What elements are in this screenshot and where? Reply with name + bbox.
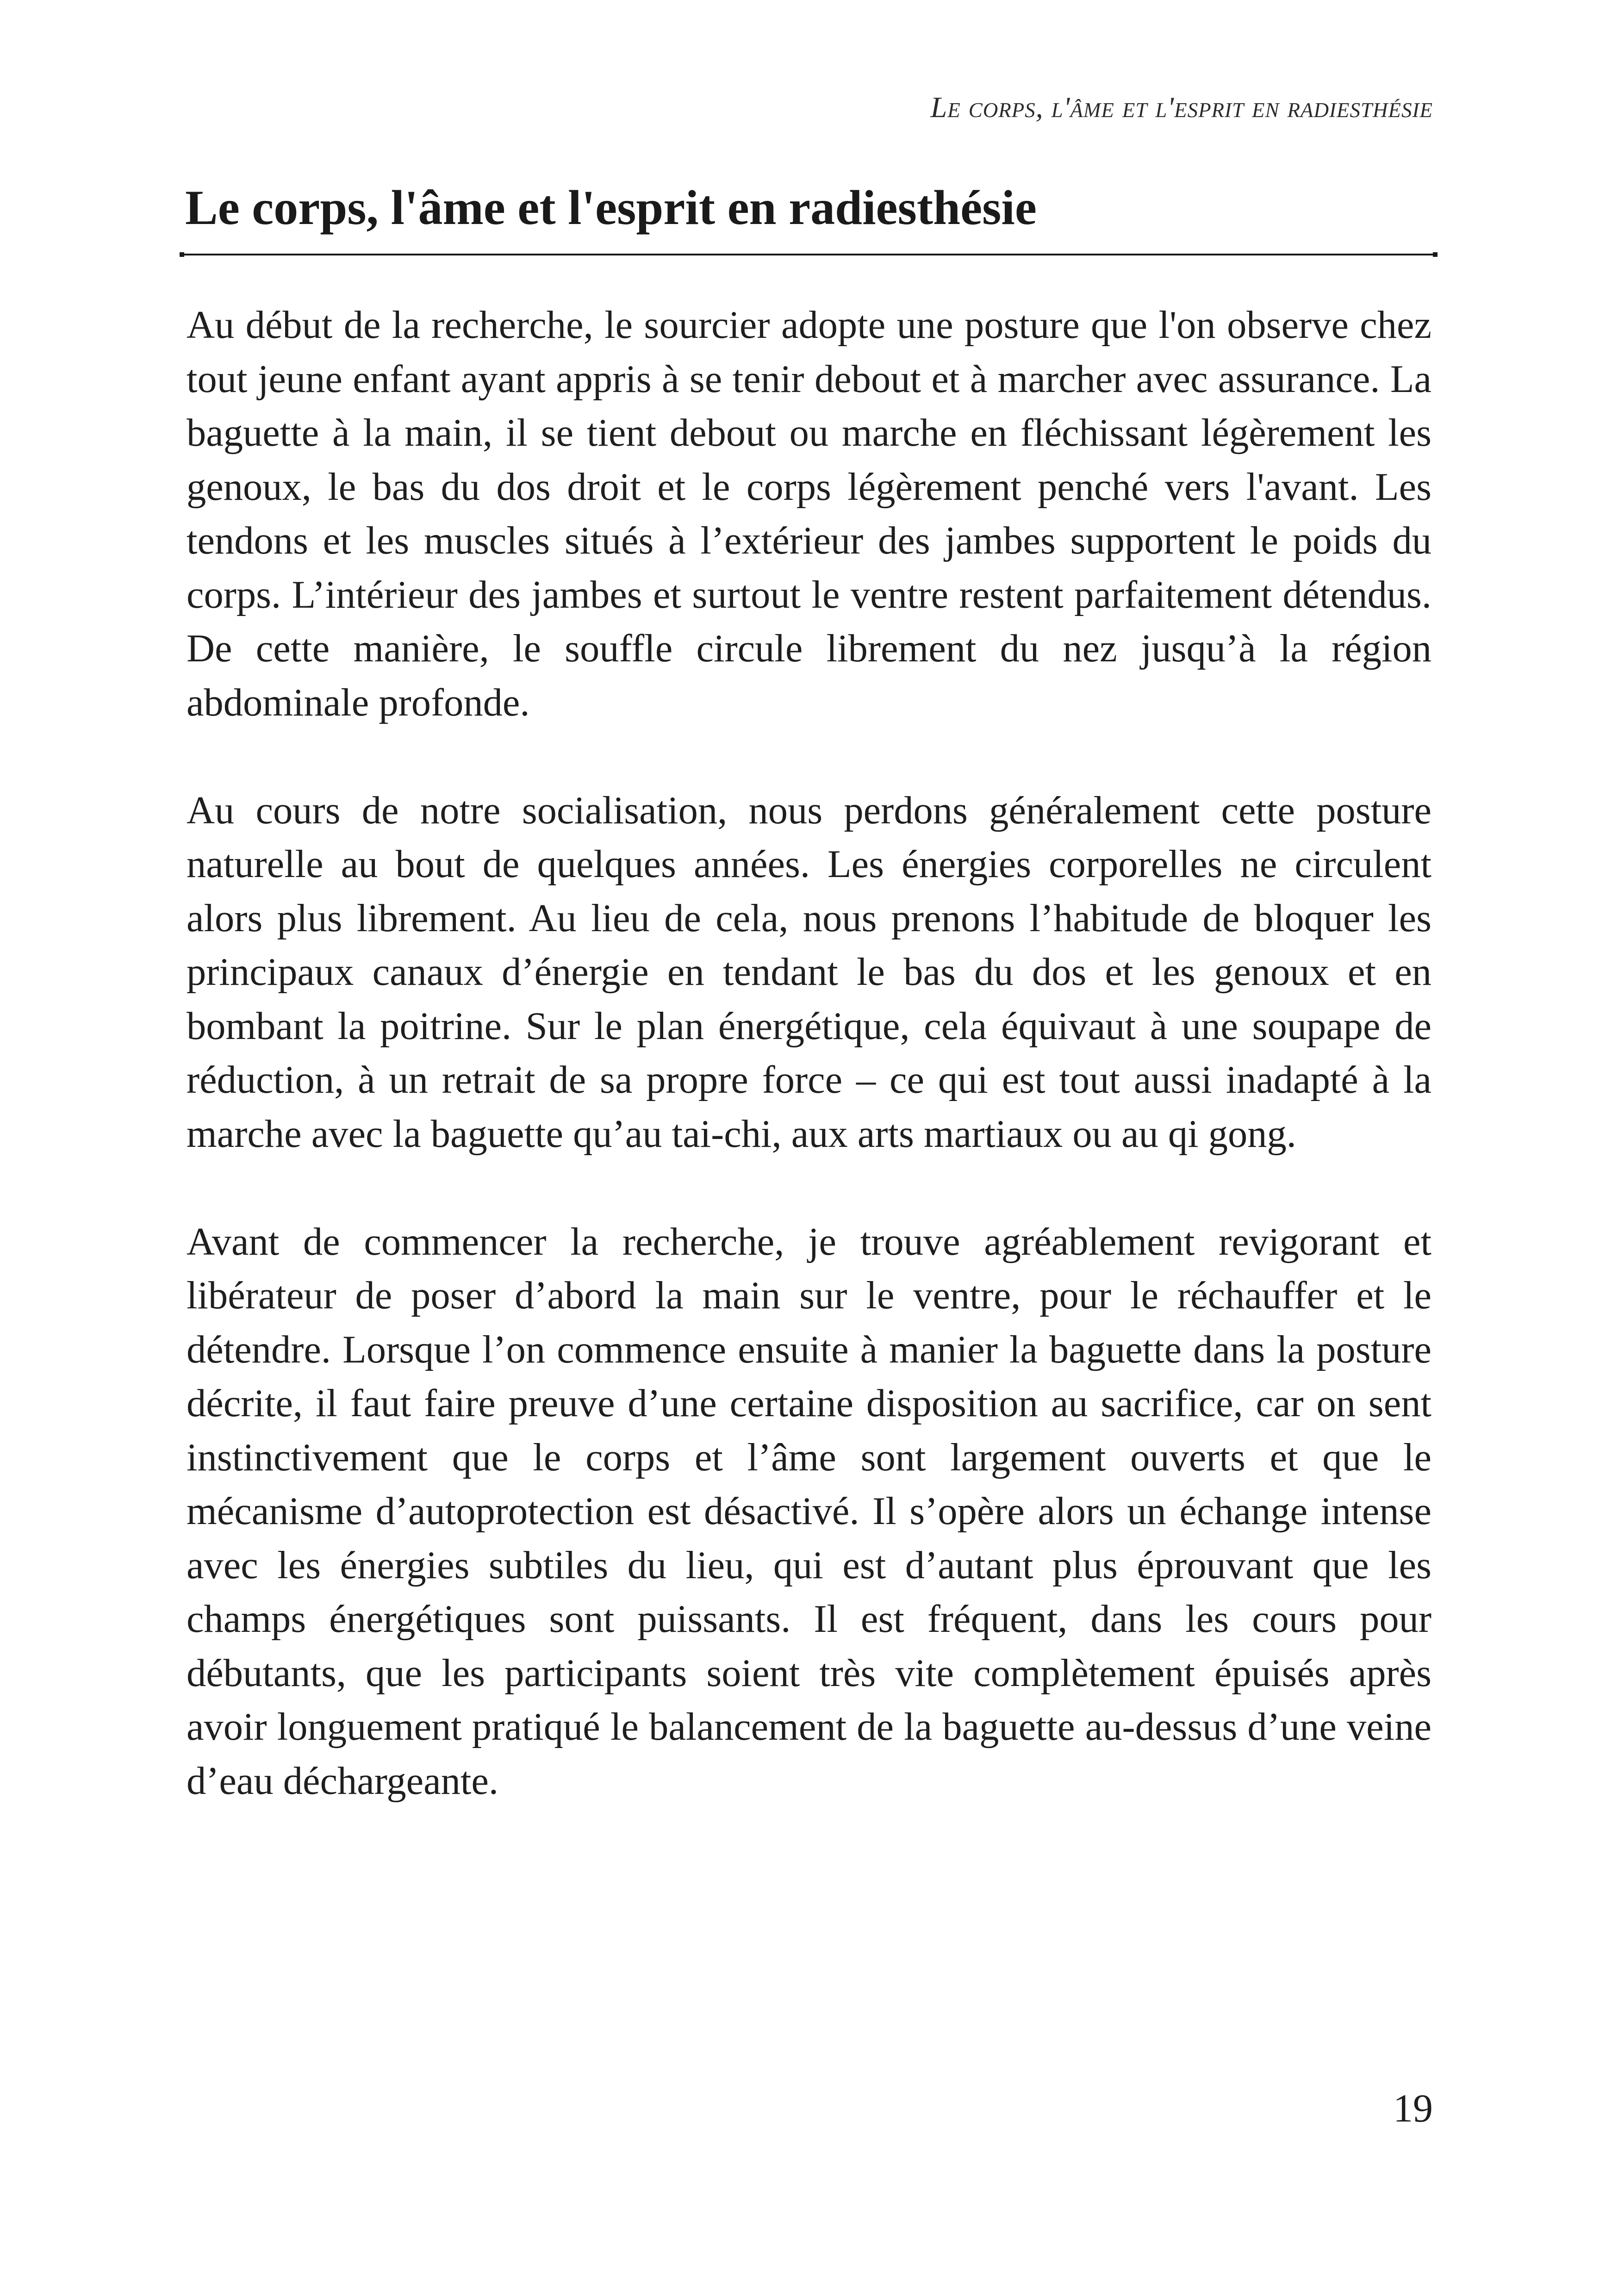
running-head: Le corps, l'âme et l'esprit en radiesthésie [930,91,1433,124]
paragraph: Avant de commencer la recherche, je trouve agréablement revigorant et libérateur de poser d’abord la main sur le ventre, pour le réchauffer et le détendre. Lorsque l’on commence ensuite à manier la baguette dans la posture décrite, il faut faire preuve d’une certaine disposition au sacrifice, car on sent instinctivement que le corps et l’âme sont largement ouverts et que le mécanisme d’autoprotection est désactivé. Il s’opère alors un échange intense avec les énergies subtiles du lieu, qui est d’autant plus éprouvant que les champs énergétiques sont puissants. Il est fréquent, dans les cours pour débutants, que les participants soient très vite complètement épuisés après avoir longuement pratiqué le balancement de la baguette au-dessus d’une veine d’eau déchargeante. [187,1220,1431,1803]
paragraph: Au cours de notre socialisation, nous perdons généralement cette posture naturelle au bout de quelques années. Les énergies corporelles ne circulent alors plus librement. Au lieu de cela, nous prenons l’habitude de bloquer les principaux canaux d’énergie en tendant le bas du dos et les genoux et en bombant la poitrine. Sur le plan énergétique, cela équivaut à une soupape de réduction, à un retrait de sa propre force – ce qui est tout aussi inadapté à la marche avec la baguette qu’au tai-chi, aux arts martiaux ou au qi gong. [187,789,1431,1156]
chapter-title: Le corps, l'âme et l'esprit en radiesthésie [185,180,1037,235]
title-rule [181,254,1436,255]
body-text [187,299,1431,1808]
paragraph: Au début de la recherche, le sourcier adopte une posture que l'on observe chez tout jeune enfant ayant appris à se tenir debout et à marcher avec assurance. La baguette à la main, il se tient debout ou marche en fléchissant légèrement les genoux, le bas du dos droit et le corps légèrement penché vers l'avant. Les tendons et les muscles situés à l’extérieur des jambes supportent le poids du corps. L’intérieur des jambes et surtout le ventre restent parfaitement détendus. De cette manière, le souffle circule librement du nez jusqu’à la région abdominale profonde. [187,304,1431,724]
page-number: 19 [1393,2086,1433,2130]
